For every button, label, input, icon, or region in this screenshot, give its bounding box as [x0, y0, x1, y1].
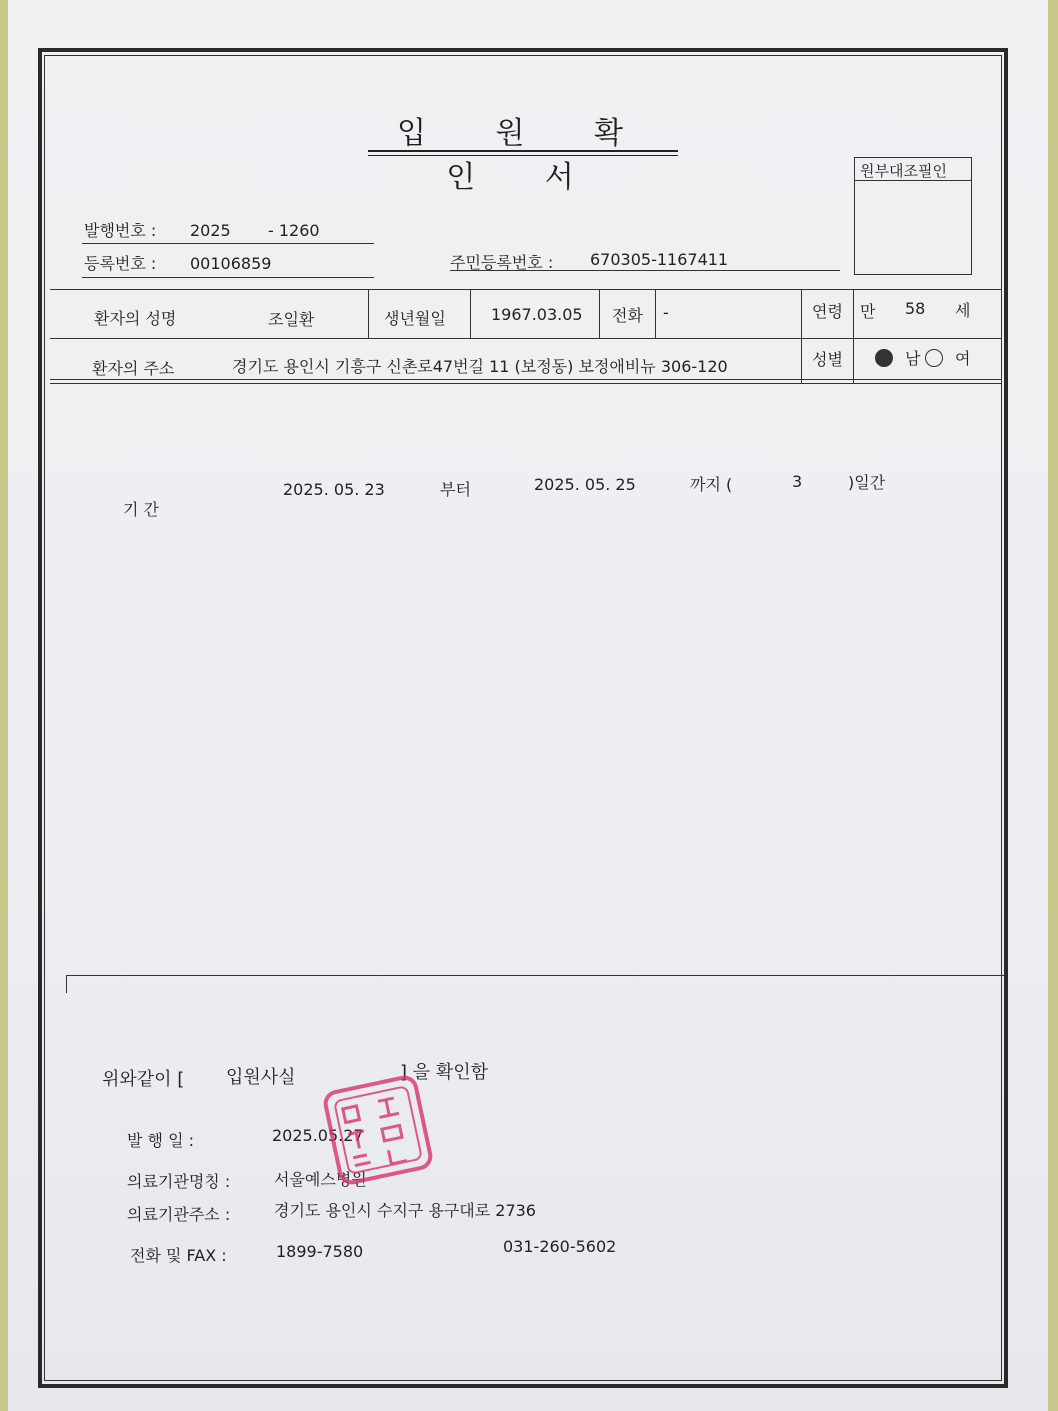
female-radio [925, 349, 943, 367]
sex-female-label: 여 [955, 349, 971, 368]
hospital-address-label: 의료기관주소 : [127, 1205, 231, 1224]
phone-value: - [663, 303, 669, 322]
period-days: 3 [792, 472, 803, 491]
period-days-word: )일간 [848, 473, 886, 492]
hospital-name-label: 의료기관명칭 : [127, 1172, 231, 1191]
resident-no-underline [450, 270, 840, 271]
confirm-suffix: ] 을 확인함 [400, 1062, 489, 1083]
sex-label: 성별 [812, 350, 843, 369]
table-divider [368, 289, 369, 338]
resident-no-label: 주민등록번호 : [450, 253, 554, 272]
birth-label: 생년월일 [384, 309, 446, 328]
table-divider [801, 289, 802, 383]
patient-name: 조일환 [268, 310, 315, 329]
reg-no-underline [82, 277, 374, 278]
table-divider [599, 289, 600, 338]
table-bottom-line [50, 379, 1002, 380]
table-divider [655, 289, 656, 338]
birth-value: 1967.03.05 [491, 305, 583, 324]
age-suffix: 세 [955, 301, 971, 320]
period-to-word: 까지 ( [690, 475, 733, 494]
table-divider [470, 289, 471, 338]
reg-no-label: 등록번호 : [84, 254, 157, 273]
body-bottom-corner [66, 975, 67, 993]
confirm-subject: 입원사실 [226, 1067, 296, 1088]
hospital-address: 경기도 용인시 수지구 용구대로 2736 [274, 1201, 536, 1220]
table-mid-line [50, 338, 1002, 339]
sex-male-label: 남 [905, 349, 921, 368]
table-bottom-line-2 [50, 383, 1002, 384]
title-underline-2 [368, 155, 678, 156]
phone-label: 전화 [612, 306, 643, 325]
verification-seal-label: 원부대조필인 [860, 162, 947, 180]
issue-no-number: - 1260 [268, 221, 320, 240]
patient-name-label: 환자의 성명 [94, 309, 177, 328]
phone-number: 1899-7580 [276, 1242, 364, 1261]
table-top-line [50, 289, 1002, 290]
period-label: 기 간 [123, 500, 159, 519]
period-to: 2025. 05. 25 [534, 475, 636, 494]
period-from: 2025. 05. 23 [283, 480, 385, 499]
confirm-prefix: 위와같이 [ [102, 1069, 185, 1090]
issue-date-label: 발 행 일 : [127, 1131, 195, 1150]
table-divider [853, 289, 854, 383]
age-prefix: 만 [860, 302, 876, 321]
title-underline [368, 150, 678, 152]
address-label: 환자의 주소 [92, 359, 175, 378]
issue-no-underline [82, 243, 374, 244]
hospital-seal-stamp [321, 1073, 435, 1187]
document-title: 입 원 확 인 서 [396, 116, 653, 195]
male-radio [875, 349, 893, 367]
fax-number: 031-260-5602 [503, 1237, 617, 1256]
issue-date: 2025.05.27 [272, 1126, 364, 1145]
issue-no-year: 2025 [190, 221, 231, 240]
resident-no-value: 670305-1167411 [590, 250, 729, 269]
reg-no-value: 00106859 [190, 254, 272, 273]
period-from-word: 부터 [440, 480, 471, 499]
address-value: 경기도 용인시 기흥구 신촌로47번길 11 (보정동) 보정애비뉴 306-120 [232, 357, 728, 376]
body-bottom-line [66, 975, 1006, 976]
hospital-name: 서울예스병원 [274, 1170, 367, 1189]
age-label: 연령 [812, 302, 843, 321]
phone-fax-label: 전화 및 FAX : [130, 1246, 227, 1265]
age-value: 58 [905, 299, 926, 318]
issue-no-label: 발행번호 : [84, 221, 157, 240]
